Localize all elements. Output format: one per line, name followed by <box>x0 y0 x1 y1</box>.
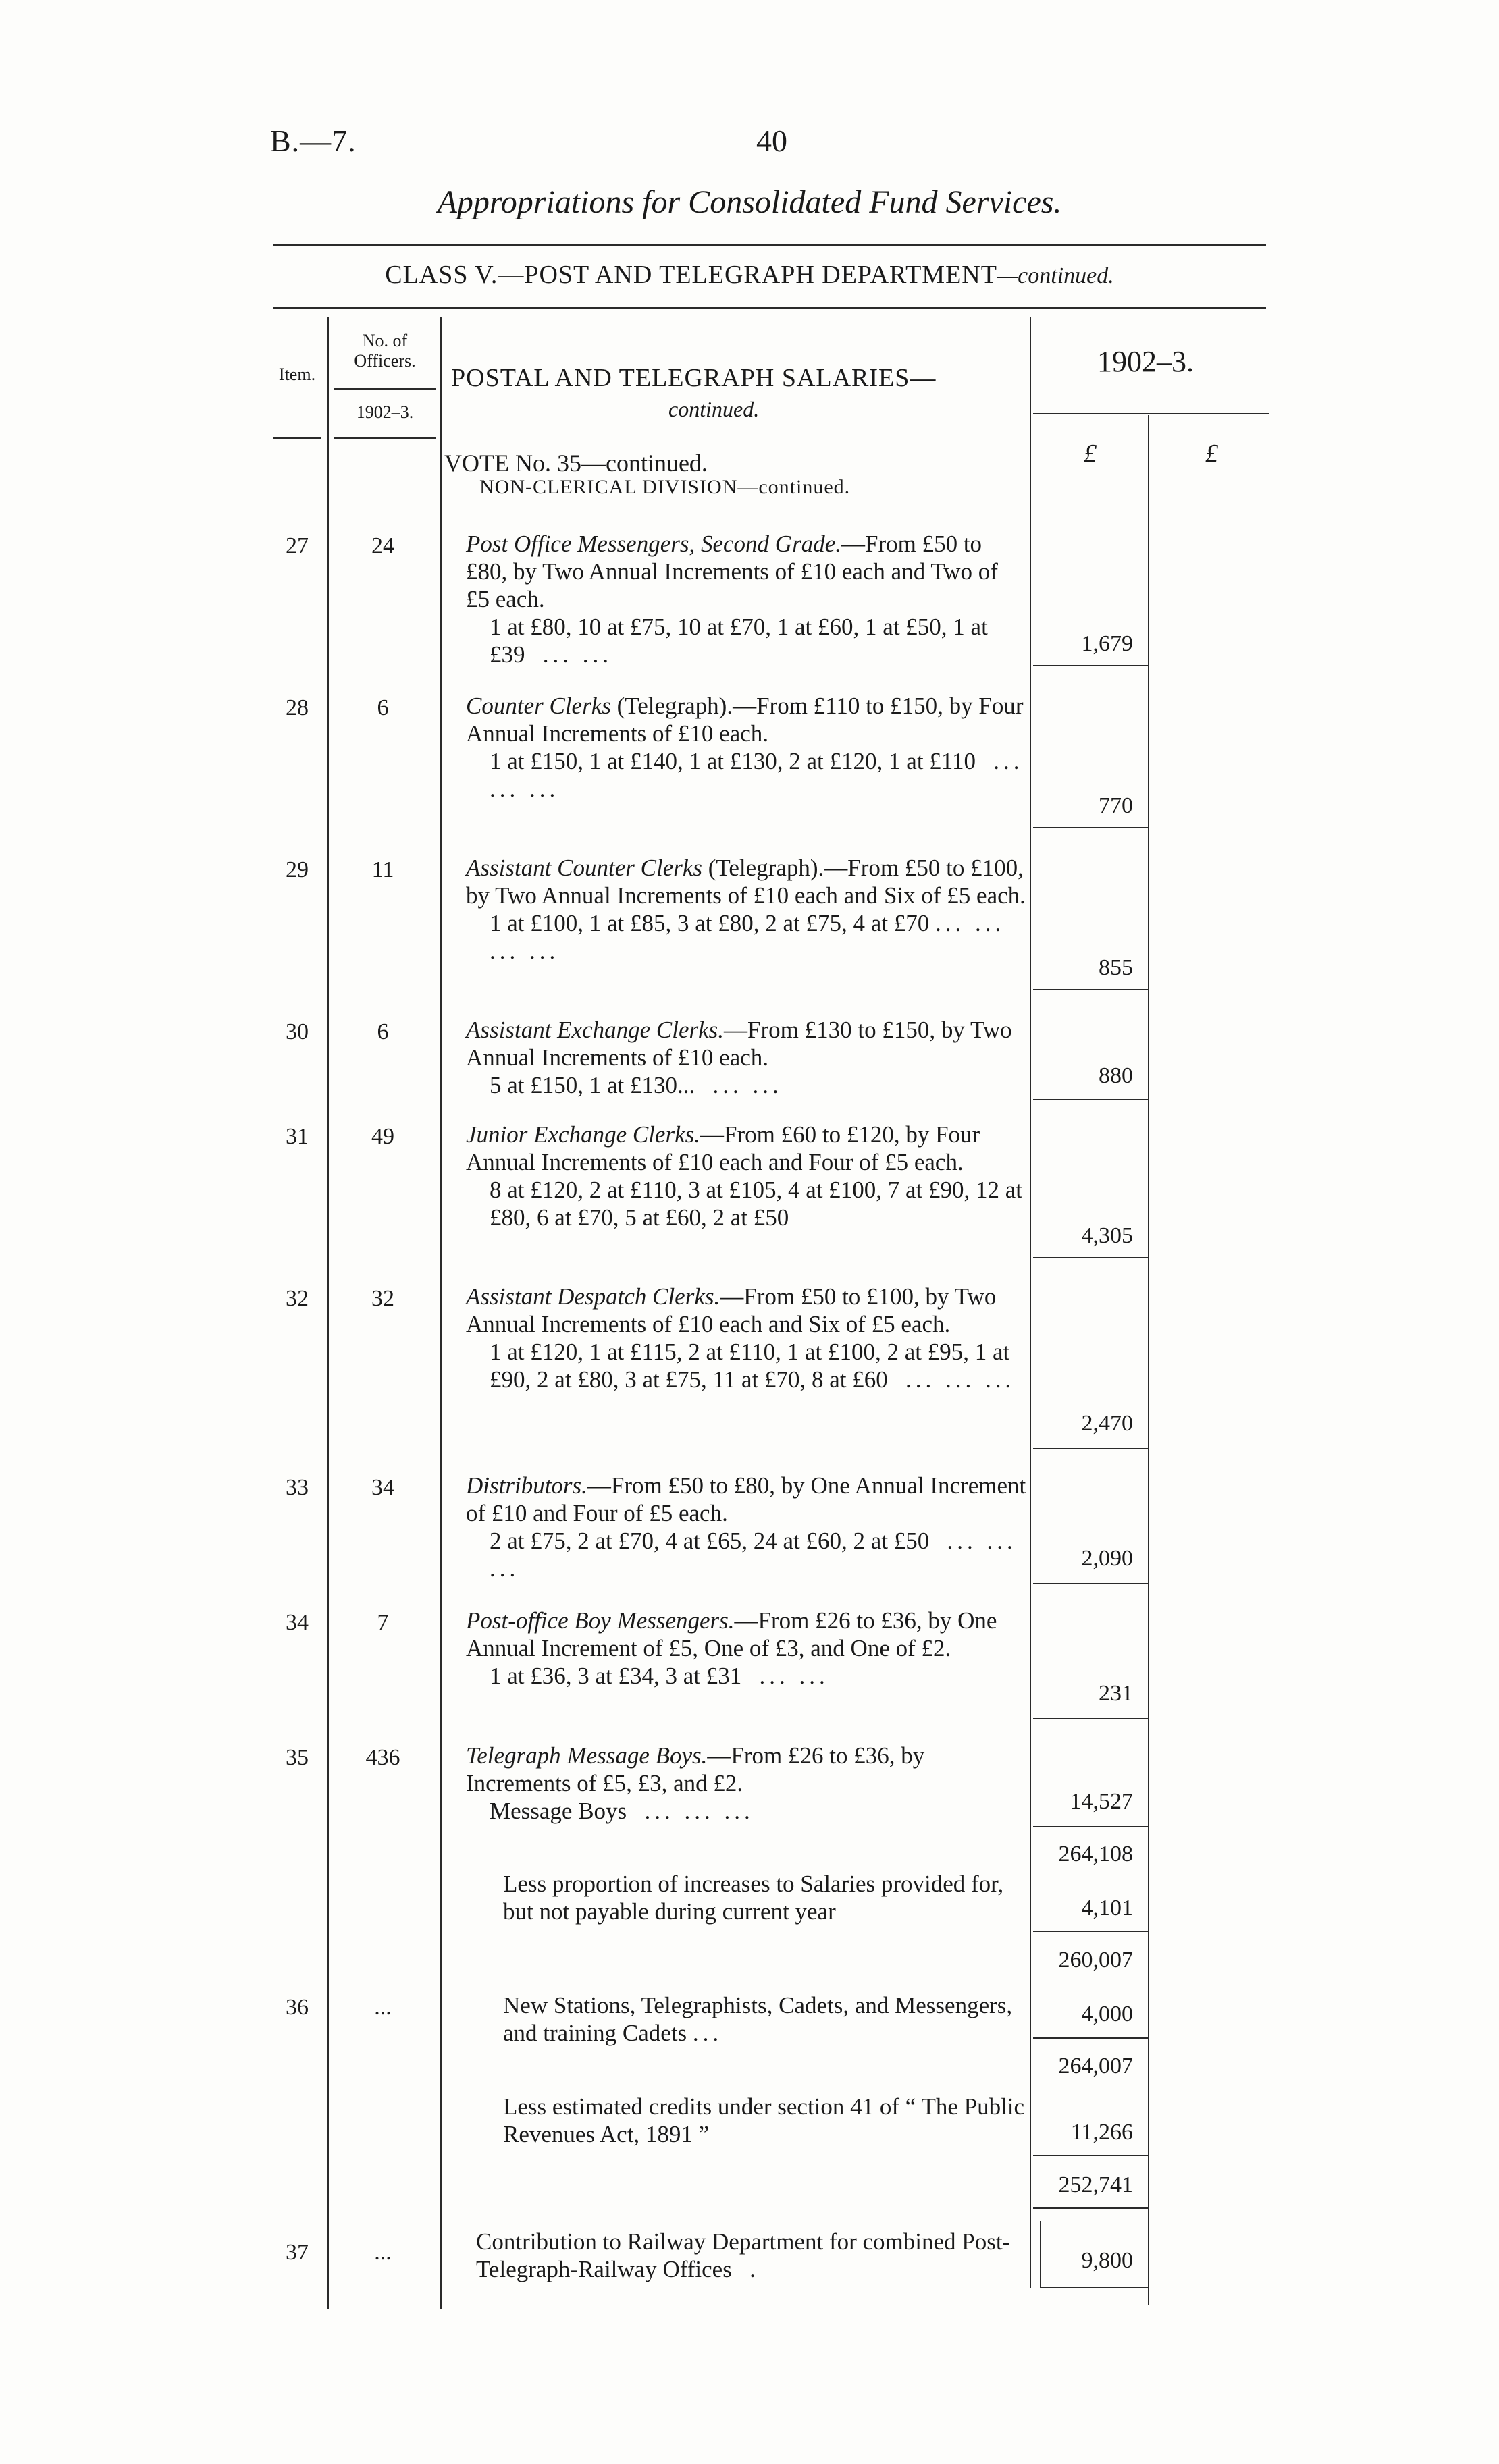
row-description: Post-office Boy Messengers.—From £26 to £36, by One Annual Increment of £5, One of £3, and One of £2. 1 at £36, 3 at £34, 3 at £31 ... ... <box>466 1607 997 1689</box>
row-amount: 2,470 <box>1081 1411 1133 1436</box>
amount-rule <box>1033 1257 1148 1258</box>
amount-rule <box>1033 1826 1148 1827</box>
title-rule <box>273 244 1266 246</box>
vertical-rule-2 <box>440 317 442 2309</box>
item-number: 27 <box>286 533 309 558</box>
item-number: 32 <box>286 1286 309 1311</box>
amount-rule <box>1033 2037 1148 2039</box>
pound-sign-2: £ <box>1205 439 1218 468</box>
new-stations-amount: 4,000 <box>1081 2002 1133 2027</box>
officers-label-2: Officers. <box>354 351 416 371</box>
officers-header-rule-2 <box>334 437 436 439</box>
page-number: 40 <box>756 124 787 158</box>
amount-rule <box>1033 2155 1148 2156</box>
officers-count: 49 <box>371 1124 394 1149</box>
row-description: Assistant Despatch Clerks.—From £50 to £100, by Two Annual Increments of £10 each and Six of £5 each. 1 at £120, 1 at £115, 2 at £110, 1 at £100, 2 at £95, 1 at £90, 2 at £80, 3 at £75, 11 at £70, 8 at £60 ... ... ... <box>466 1283 1016 1393</box>
amount-rule <box>1033 2207 1148 2209</box>
vertical-rule-3 <box>1030 317 1031 2288</box>
subtotal-3: 264,007 <box>1058 2054 1133 2079</box>
amount-rule <box>1040 2287 1148 2288</box>
row-description: Junior Exchange Clerks.—From £60 to £120, by Four Annual Increments of £10 each and Four of £5 each. 8 at £120, 2 at £110, 3 at £105, 4 at £100, 7 at £90, 12 at £80, 6 at £70, 5 at £60, 2 at £50 <box>466 1121 1023 1231</box>
subtotal-1: 264,108 <box>1058 1842 1133 1867</box>
contribution-line: Contribution to Railway Department for combined Post-Telegraph-Railway Offices . <box>476 2228 1011 2282</box>
amount-rule <box>1033 989 1148 990</box>
officers-count: 7 <box>377 1610 389 1635</box>
item-number: 29 <box>286 857 309 882</box>
officers-count: 11 <box>371 857 394 882</box>
salaries-continued: continued. <box>668 397 760 421</box>
row-amount: 2,090 <box>1081 1546 1133 1571</box>
row-description: Counter Clerks (Telegraph).—From £110 to £150, by Four Annual Increments of £10 each. 1 at £150, 1 at £140, 1 at £130, 2 at £120, 1 at £110 ... ... ... <box>466 693 1024 802</box>
pound-sign-1: £ <box>1084 439 1097 468</box>
row-amount: 770 <box>1099 793 1133 818</box>
amount-rule <box>1033 665 1148 666</box>
less-credits-line: Less estimated credits under section 41 of “ The Public Revenues Act, 1891 ” <box>503 2093 1025 2147</box>
row-description: Telegraph Message Boys.—From £26 to £36, by Increments of £5, £3, and £2. Message Boys ... ... ... <box>466 1742 925 1824</box>
subtotal-2: 260,007 <box>1058 1948 1133 1973</box>
item-number: 28 <box>286 695 309 720</box>
year-column-header: 1902–3. <box>1097 345 1194 378</box>
vote-line: VOTE No. 35—continued. <box>444 450 708 477</box>
amount-rule <box>1033 1718 1148 1719</box>
contribution-amount: 9,800 <box>1081 2248 1133 2273</box>
officers-header-rule <box>334 388 436 390</box>
less-increases-amount: 4,101 <box>1081 1896 1133 1921</box>
row-description: Assistant Exchange Clerks.—From £130 to £150, by Two Annual Increments of £10 each. 5 at £150, 1 at £130... ... ... <box>466 1017 1012 1098</box>
amount-rule <box>1033 1931 1148 1932</box>
officers-count: 436 <box>365 1745 400 1770</box>
document-code: B.—7. <box>270 124 357 158</box>
item-number: 33 <box>286 1475 309 1500</box>
less-credits-amount: 11,266 <box>1070 2120 1133 2145</box>
officers-count: ... <box>374 2240 392 2265</box>
officers-count: 32 <box>371 1286 394 1311</box>
page-title: Appropriations for Consolidated Fund Services. <box>437 184 1062 220</box>
less-increases-line: Less proportion of increases to Salaries provided for, but not payable during current year <box>503 1871 1004 1925</box>
item-column-header: Item. <box>278 365 316 384</box>
amount-rule <box>1033 1448 1148 1449</box>
division-line: NON-CLERICAL DIVISION—continued. <box>479 476 851 498</box>
salaries-heading: POSTAL AND TELEGRAPH SALARIES— <box>451 364 937 392</box>
amount-rule <box>1033 1583 1148 1584</box>
vertical-rule-4 <box>1148 415 1149 2305</box>
new-stations-line: New Stations, Telegraphists, Cadets, and Messengers, and training Cadets ... <box>503 1992 1013 2046</box>
row-amount: 1,679 <box>1081 631 1133 656</box>
officers-count: 34 <box>371 1475 394 1500</box>
row-amount: 231 <box>1099 1681 1133 1706</box>
amount-rule <box>1033 1099 1148 1100</box>
row-amount: 4,305 <box>1081 1223 1133 1248</box>
item-number: 31 <box>286 1124 309 1149</box>
row-description: Post Office Messengers, Second Grade.—From £50 to £80, by Two Annual Increments of £10 each and Two of £5 each. 1 at £80, 10 at £75, 10 at £70, 1 at £60, 1 at £50, 1 at £39 ... ... <box>466 531 998 668</box>
officers-year: 1902–3. <box>356 402 414 422</box>
item-number: 34 <box>286 1610 309 1635</box>
row-description: Distributors.—From £50 to £80, by One Annual Increment of £10 and Four of £5 each. 2 at £75, 2 at £70, 4 at £65, 24 at £60, 2 at £50 ... ... ... <box>466 1472 1026 1582</box>
year-header-rule <box>1033 413 1269 414</box>
officers-label-1: No. of <box>362 331 408 350</box>
officers-count: 6 <box>377 695 389 720</box>
officers-count: 6 <box>377 1019 389 1044</box>
item-number: 36 <box>286 1995 309 2020</box>
item-number: 37 <box>286 2240 309 2265</box>
officers-count: ... <box>374 1995 392 2020</box>
class-heading: CLASS V.—POST AND TELEGRAPH DEPARTMENT—continued. <box>385 261 1114 289</box>
officers-count: 24 <box>371 533 394 558</box>
class-rule <box>273 307 1266 309</box>
item-number: 30 <box>286 1019 309 1044</box>
amount-rule <box>1033 827 1148 828</box>
item-header-rule <box>273 437 321 439</box>
row-description: Assistant Counter Clerks (Telegraph).—From £50 to £100, by Two Annual Increments of £10 each and Six of £5 each. 1 at £100, 1 at £85, 3 at £80, 2 at £75, 4 at £70 ... ... ... ... <box>466 855 1026 964</box>
row-amount: 855 <box>1099 955 1133 980</box>
item-number: 35 <box>286 1745 309 1770</box>
subtotal-4: 252,741 <box>1058 2172 1133 2197</box>
row-amount: 880 <box>1099 1063 1133 1088</box>
row-amount: 14,527 <box>1070 1789 1133 1814</box>
